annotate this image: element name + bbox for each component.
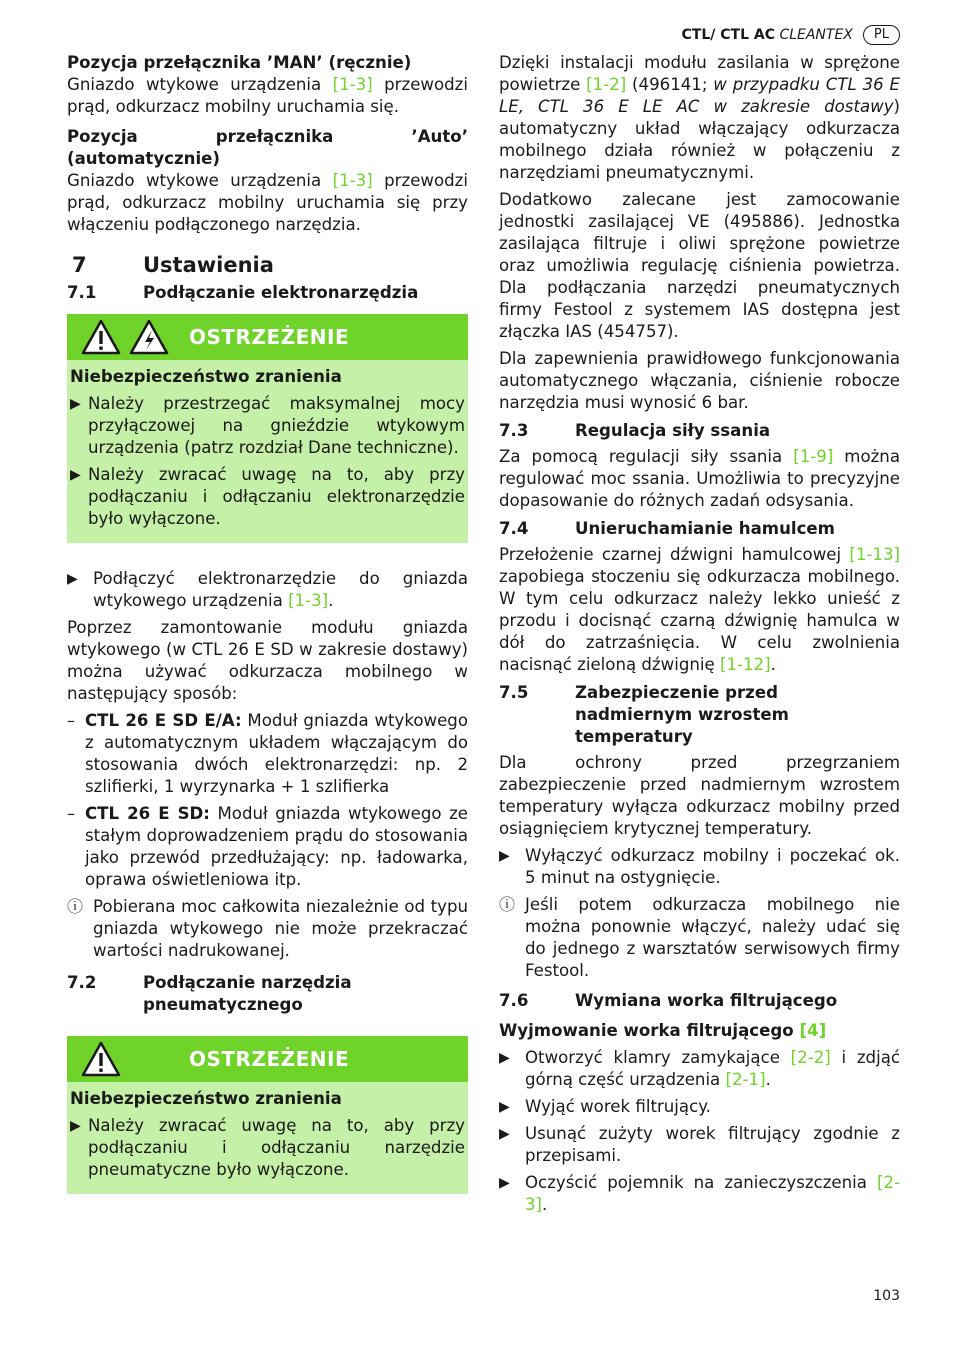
page-header bbox=[682, 24, 900, 46]
connect-instruction: ▶ Podłączyć elektronarzędzie do gniazda wtykowego urządzenia [1-3]. bbox=[67, 569, 468, 610]
warning-bar bbox=[67, 314, 468, 360]
page-number: 103 bbox=[873, 1288, 900, 1304]
auto-heading: Pozycja przełącznika ’Auto’ (automatycznie) bbox=[67, 127, 468, 168]
bullet-arrow-icon: ▶ bbox=[70, 467, 81, 483]
dash-item: – CTL 26 E SD: Moduł gniazda wtykowego ze stałym doprowadzeniem prądu do stosowania jako przewód przedłużający: np. ładowarka, oprawa oświetleniowa itp. bbox=[67, 804, 468, 889]
man-heading: Pozycja przełącznika ’MAN’ (ręcznie) bbox=[67, 53, 412, 72]
left-column bbox=[67, 52, 468, 1219]
header-product: CTL/ CTL AC CLEANTEX bbox=[681, 27, 853, 43]
overheat-text: Dla ochrony przed przegrzaniem zabezpieczenie przed nadmiernym wzrostem temperatury wyłącza odkurzacz mobilny przed osiągnięciem krytycznej temperatury. bbox=[499, 753, 900, 838]
warning-subtitle: Niebezpieczeństwo zranienia bbox=[70, 1089, 342, 1108]
brake-text: Przełożenie czarnej dźwigni hamulcowej [1-13] zapobiega stoczeniu się odkurzacza mobilnego. W tym celu odkurzacz należy lekko unieść z przodu i docisnąć czarną dźwignię hamulca w dół do zatrzaśnięcia. W celu zwolnienia nacisnąć zieloną dźwignię [1-12]. bbox=[499, 545, 900, 674]
language-badge: PL bbox=[863, 25, 900, 45]
suction-text: Za pomocą regulacji siły ssania [1-9] można regulować moc ssania. Umożliwia to precyzyjne dopasowanie do różnych zadań odsysania. bbox=[499, 447, 900, 510]
info-icon: ⓘ bbox=[67, 897, 84, 916]
filter-step: ▶ Wyjąć worek filtrujący. bbox=[499, 1097, 711, 1116]
filter-step: ▶ Usunąć zużyty worek filtrujący zgodnie z przepisami. bbox=[499, 1124, 900, 1165]
section-7-1-heading: 7.1 Podłączanie elektronarzędzia bbox=[67, 283, 419, 302]
section-7-5-heading: 7.5 Zabezpieczenie przed nadmiernym wzrostem temperatury bbox=[499, 683, 789, 746]
bullet-arrow-icon: ▶ bbox=[70, 396, 81, 412]
warning-item: ▶ Należy zwracać uwagę na to, aby przy podłączaniu i odłączaniu elektronarzędzie było wyłączone. bbox=[70, 465, 465, 528]
section-7-6-heading: 7.6 Wymiana worka filtrującego bbox=[499, 991, 838, 1010]
electric-hazard-icon bbox=[129, 319, 169, 355]
warning-item: ▶ Należy przestrzegać maksymalnej mocy przyłączowej na gnieździe wtykowym urządzenia (patrz rozdział Dane techniczne). bbox=[70, 394, 465, 457]
warning-title: OSTRZEŻENIE bbox=[189, 1047, 350, 1071]
man-text: Gniazdo wtykowe urządzenia [1-3] przewodzi prąd, odkurzacz mobilny uruchamia się. bbox=[67, 75, 468, 116]
warning-item: ▶ Należy zwracać uwagę na to, aby przy podłączaniu i odłączaniu narzędzie pneumatyczne było wyłączone. bbox=[70, 1116, 465, 1179]
section-7-2-heading: 7.2 Podłączanie narzędzia pneumatycznego bbox=[67, 973, 352, 1014]
filter-step: ▶ Oczyścić pojemnik na zanieczyszczenia [2-3]. bbox=[499, 1173, 900, 1214]
auto-text: Gniazdo wtykowe urządzenia [1-3] przewodzi prąd, odkurzacz mobilny uruchamia się przy włączeniu podłączonego narzędzia. bbox=[67, 171, 468, 234]
dash-item: – CTL 26 E SD E/A: Moduł gniazda wtykowego z automatycznym układem włączającym do stosowania dwóch elektronarzędzi: np. 2 szlifierki, 1 wyrzynarka + 1 szlifierka bbox=[67, 711, 468, 796]
module-text: Poprzez zamontowanie modułu gniazda wtykowego (w CTL 26 E SD w zakresie dostawy) można używać odkurzacza mobilnego w następujący sposób: bbox=[67, 618, 468, 703]
warning-triangle-icon bbox=[81, 319, 121, 355]
info-note: ⓘ Jeśli potem odkurzacza mobilnego nie można ponownie włączyć, należy udać się do jednego z warsztatów serwisowych firmy Festool. bbox=[499, 895, 900, 980]
filter-step: ▶ Otworzyć klamry zamykające [2-2] i zdjąć górną część urządzenia [2-1]. bbox=[499, 1048, 900, 1089]
section-7-4-heading: 7.4 Unieruchamianie hamulcem bbox=[499, 519, 835, 538]
warning-triangle-icon bbox=[81, 1041, 121, 1077]
warning-box-electric bbox=[67, 314, 468, 543]
bullet-arrow-icon: ▶ bbox=[67, 571, 78, 587]
info-icon: ⓘ bbox=[499, 895, 516, 914]
pneumatic-module-text: Dzięki instalacji modułu zasilania w sprężone powietrze [1-2] (496141; w przypadku CTL 36 E LE, CTL 36 E LE AC w zakresie dostawy) automatyczny układ włączający odkurzacza mobilnego działa również w połączeniu z narzędziami pneumatycznymi. bbox=[499, 53, 900, 182]
bullet-arrow-icon: ▶ bbox=[499, 1099, 510, 1115]
bullet-arrow-icon: ▶ bbox=[499, 1175, 510, 1191]
bullet-arrow-icon: ▶ bbox=[499, 1126, 510, 1142]
warning-title: OSTRZEŻENIE bbox=[189, 325, 350, 349]
bullet-arrow-icon: ▶ bbox=[70, 1118, 81, 1134]
filter-removal-heading: Wyjmowanie worka filtrującego [4] bbox=[499, 1021, 827, 1040]
warning-bar bbox=[67, 1036, 468, 1082]
pressure-text: Dla zapewnienia prawidłowego funkcjonowania automatycznego włączania, ciśnienie robocze narzędzia musi wynosić 6 bar. bbox=[499, 349, 900, 412]
warning-subtitle: Niebezpieczeństwo zranienia bbox=[70, 367, 342, 386]
section-7-3-heading: 7.3 Regulacja siły ssania bbox=[499, 421, 771, 440]
section-7-heading: 7 Ustawienia bbox=[72, 253, 274, 277]
bullet-arrow-icon: ▶ bbox=[499, 848, 510, 864]
warning-box-pneumatic bbox=[67, 1036, 468, 1194]
bullet-arrow-icon: ▶ bbox=[499, 1050, 510, 1066]
supply-unit-text: Dodatkowo zalecane jest zamocowanie jednostki zasilającej VE (495886). Jednostka zasilająca filtruje i oliwi sprężone powietrze oraz umożliwia regulację ciśnienia powietrza. Dla podłączania narzędzi pneumatycznych firmy Festool z systemem IAS dostępna jest złączka IAS (454757). bbox=[499, 190, 900, 341]
overheat-instruction: ▶ Wyłączyć odkurzacz mobilny i poczekać ok. 5 minut na ostygnięcie. bbox=[499, 846, 900, 887]
info-note: ⓘ Pobierana moc całkowita niezależnie od typu gniazda wtykowego nie może przekraczać wartości nadrukowanej. bbox=[67, 897, 468, 960]
right-column bbox=[499, 52, 900, 1221]
